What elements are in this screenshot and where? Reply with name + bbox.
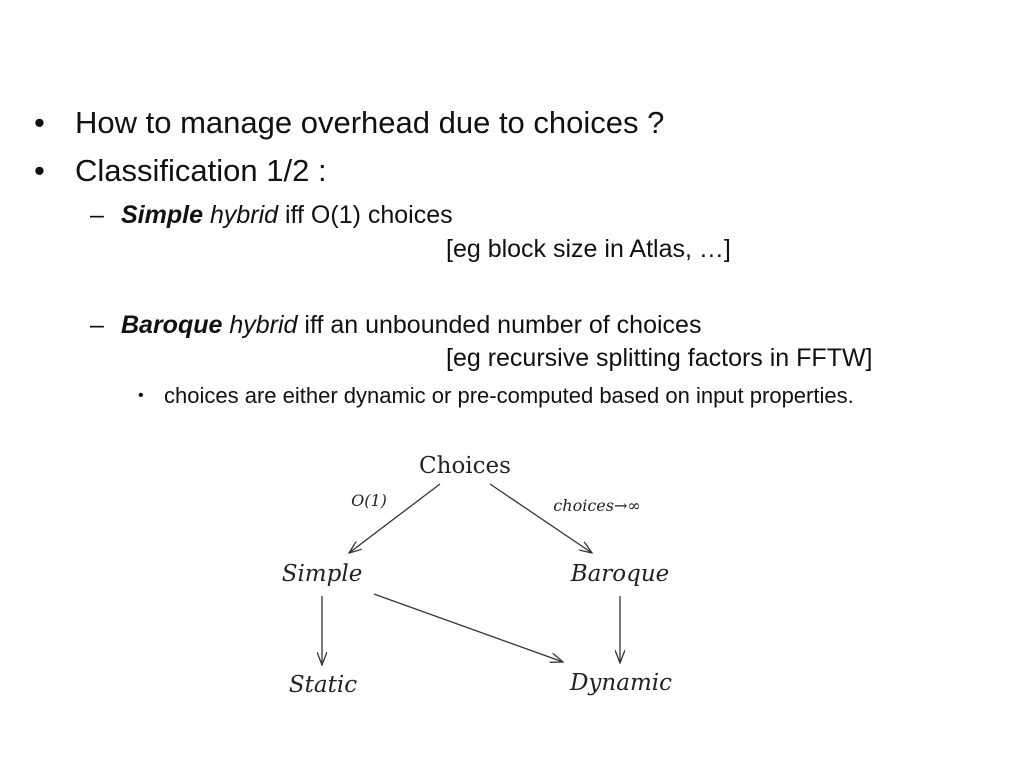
edge-label-o1: O(1) bbox=[351, 491, 387, 510]
node-simple: Simple bbox=[281, 561, 363, 587]
simple-qualifier: hybrid bbox=[209, 201, 279, 229]
edge-label-choices-infinity: choices→∞ bbox=[553, 496, 641, 515]
small-bullet-marker: • bbox=[138, 387, 144, 404]
simple-example: [eg block size in Atlas, …] bbox=[446, 235, 731, 263]
edge-simple-dynamic bbox=[374, 594, 563, 662]
dash-marker: – bbox=[90, 201, 104, 229]
node-choices: Choices bbox=[419, 453, 511, 479]
baroque-term: Baroque bbox=[121, 311, 223, 339]
bullet-classification-text: Classification 1/2 : bbox=[75, 153, 327, 188]
baroque-rest: iff an unbounded number of choices bbox=[297, 311, 702, 339]
node-baroque: Baroque bbox=[570, 561, 670, 587]
edge-choices-baroque bbox=[490, 484, 592, 553]
choices-note-text: choices are either dynamic or pre-computed based on input properties. bbox=[164, 383, 854, 408]
node-dynamic: Dynamic bbox=[569, 670, 673, 696]
dash-marker: – bbox=[90, 311, 104, 339]
simple-term: Simple bbox=[121, 201, 203, 229]
baroque-qualifier: hybrid bbox=[229, 311, 298, 339]
bullet-marker: • bbox=[34, 105, 45, 140]
node-static: Static bbox=[288, 672, 358, 698]
bullet-overhead-text: How to manage overhead due to choices ? bbox=[75, 105, 665, 140]
bullet-marker: • bbox=[34, 153, 45, 188]
simple-rest: iff O(1) choices bbox=[278, 201, 453, 229]
baroque-example: [eg recursive splitting factors in FFTW] bbox=[446, 344, 873, 372]
